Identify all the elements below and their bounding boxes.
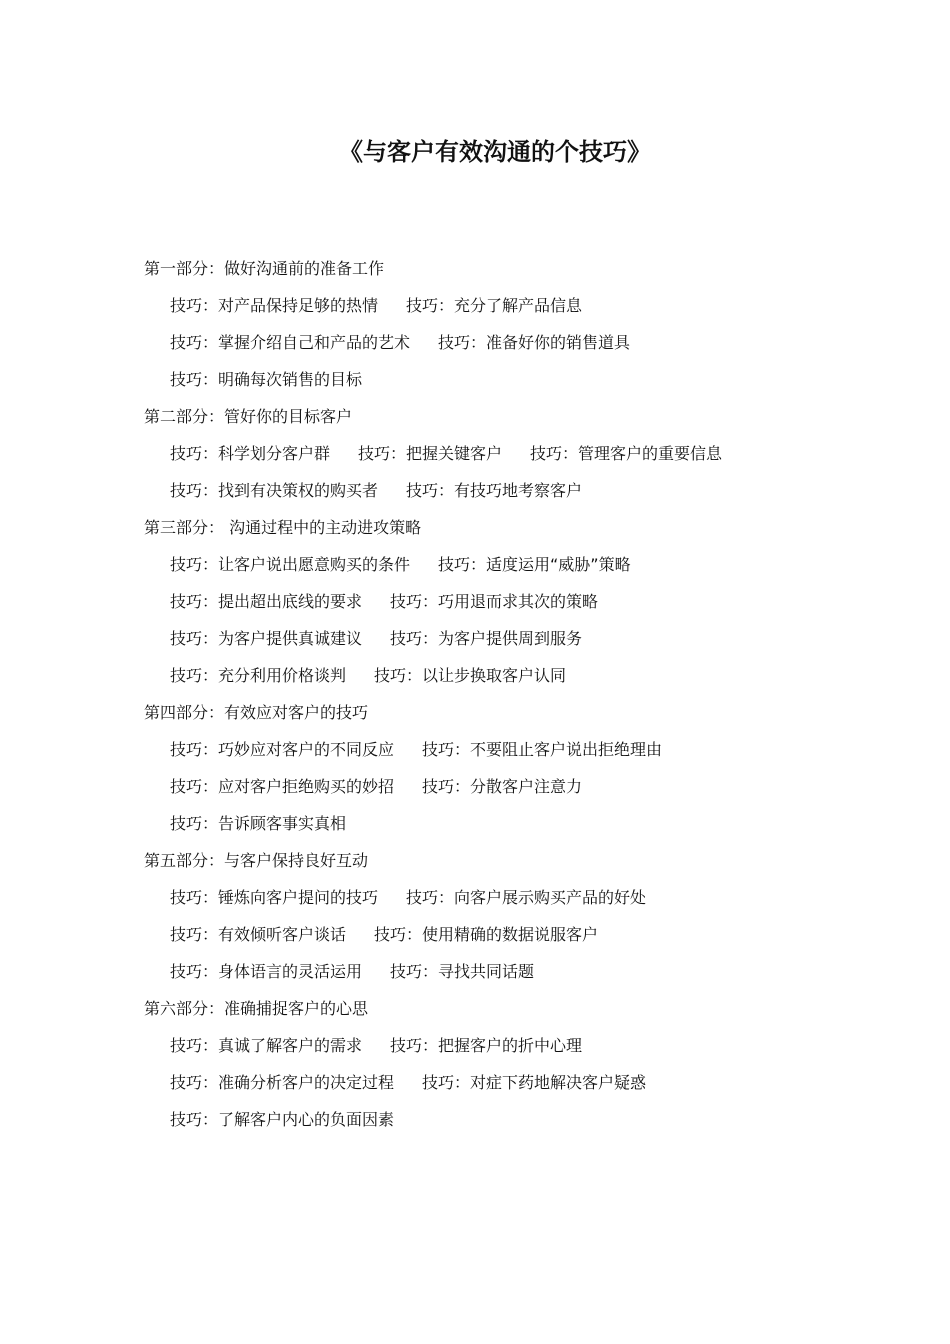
tip-row [144,588,844,625]
part-heading [144,995,844,1032]
tip-item: 技巧：充分了解产品信息 [406,296,583,315]
part-label: 第四部分： [144,703,225,722]
tip-item: 技巧：身体语言的灵活运用 [170,962,363,981]
tip-item: 技巧：把握关键客户 [358,444,503,463]
part-title: 有效应对客户的技巧 [224,703,369,722]
tip-item: 技巧：为客户提供周到服务 [390,629,583,648]
part-heading [144,255,844,292]
tip-row [144,292,844,329]
part-label: 第一部分： [144,259,225,278]
tip-item: 技巧：巧用退而求其次的策略 [390,592,599,611]
part-heading [144,514,844,551]
tip-item: 技巧：找到有决策权的购买者 [170,481,379,500]
tip-item: 技巧：对产品保持足够的热情 [170,296,379,315]
part-heading [144,403,844,440]
tip-item: 技巧：寻找共同话题 [390,962,535,981]
tip-row [144,662,844,699]
tip-item: 技巧：巧妙应对客户的不同反应 [170,740,395,759]
tip-item: 技巧：让客户说出愿意购买的条件 [170,555,411,574]
tip-item: 技巧：准备好你的销售道具 [438,333,631,352]
part-title: 与客户保持良好互动 [224,851,369,870]
tip-item: 技巧：对症下药地解决客户疑惑 [422,1073,647,1092]
tip-item: 技巧：明确每次销售的目标 [170,370,363,389]
part-label: 第五部分： [144,851,225,870]
tip-row [144,551,844,588]
tip-row [144,477,844,514]
tip-row [144,329,844,366]
part-heading [144,847,844,884]
tip-item: 技巧：应对客户拒绝购买的妙招 [170,777,395,796]
tip-row [144,625,844,662]
tip-row [144,366,844,403]
tip-item: 技巧：科学划分客户群 [170,444,331,463]
tip-item: 技巧：锤炼向客户提问的技巧 [170,888,379,907]
tip-item: 技巧：向客户展示购买产品的好处 [406,888,647,907]
tip-item: 技巧：使用精确的数据说服客户 [374,925,599,944]
tip-row [144,440,844,477]
tip-item: 技巧：管理客户的重要信息 [530,444,723,463]
part-section [144,403,844,514]
document-title: 《与客户有效沟通的个技巧》 [339,138,651,166]
part-section [144,847,844,995]
tip-item: 技巧：掌握介绍自己和产品的艺术 [170,333,411,352]
tip-item: 技巧：有技巧地考察客户 [406,481,583,500]
tip-row [144,1032,844,1069]
tip-row [144,736,844,773]
tip-item: 技巧：充分利用价格谈判 [170,666,347,685]
tip-item: 技巧：有效倾听客户谈话 [170,925,347,944]
part-label: 第六部分： [144,999,225,1018]
part-title: 管好你的目标客户 [224,407,353,426]
table-of-contents [144,255,844,1143]
tip-row [144,1106,844,1143]
tip-item: 技巧：不要阻止客户说出拒绝理由 [422,740,663,759]
part-section [144,255,844,403]
part-section [144,514,844,699]
tip-row [144,884,844,921]
tip-row [144,921,844,958]
part-heading [144,699,844,736]
part-title: 准确捕捉客户的心思 [224,999,369,1018]
part-title: 做好沟通前的准备工作 [224,259,385,278]
tip-item: 技巧：了解客户内心的负面因素 [170,1110,395,1129]
tip-row [144,958,844,995]
tip-row [144,810,844,847]
tip-item: 技巧：把握客户的折中心理 [390,1036,583,1055]
part-section [144,699,844,847]
tip-item: 技巧：为客户提供真诚建议 [170,629,363,648]
tip-item: 技巧：分散客户注意力 [422,777,583,796]
tip-item: 技巧：真诚了解客户的需求 [170,1036,363,1055]
part-title: 沟通过程中的主动进攻策略 [224,518,422,537]
tip-item: 技巧：以让步换取客户认同 [374,666,567,685]
tip-item: 技巧：准确分析客户的决定过程 [170,1073,395,1092]
tip-item: 技巧：适度运用“威胁”策略 [438,555,631,574]
part-label: 第二部分： [144,407,225,426]
tip-item: 技巧：提出超出底线的要求 [170,592,363,611]
tip-item: 技巧：告诉顾客事实真相 [170,814,347,833]
tip-row [144,773,844,810]
part-section [144,995,844,1143]
part-label: 第三部分： [144,518,225,537]
tip-row [144,1069,844,1106]
